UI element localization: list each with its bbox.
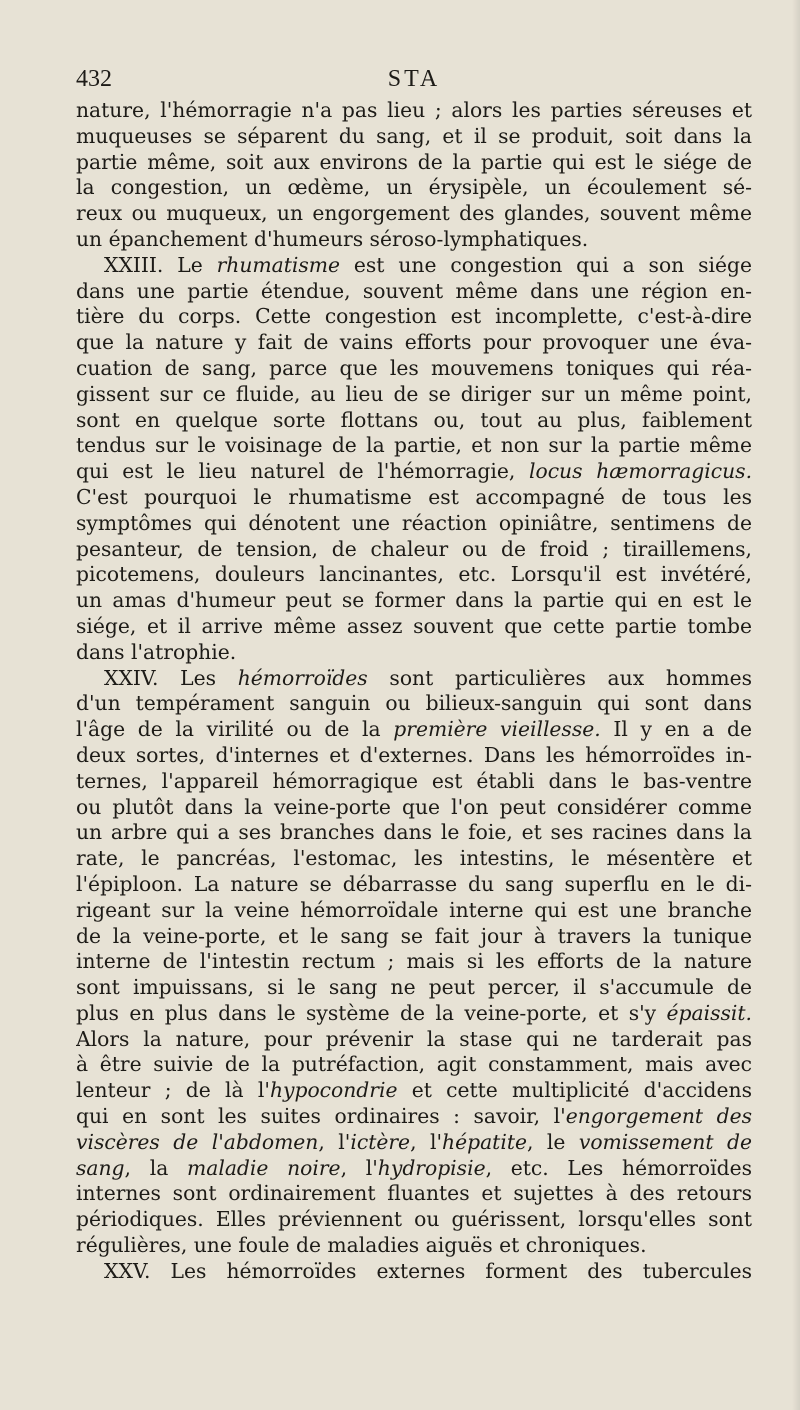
text-run: , l' [340,1155,378,1180]
section-letters: STA [387,66,441,92]
text-line: rigeant sur la veine hémorroïdale interne qui est une branche [76,897,752,922]
text-line: dans une partie étendue, souvent même dans une région en- [76,278,752,303]
text-line: à être suivie de la putréfaction, agit constamment, mais avec [76,1052,752,1077]
italic-term: hépatite [442,1129,527,1154]
text-line: cuation de sang, parce que les mouvemens toniques qui réa- [76,355,752,380]
text-line: nature, l'hémorragie n'a pas lieu ; alors les parties séreuses et [76,98,752,122]
text-line: périodiques. Elles préviennent ou guérissent, lorsqu'elles sont [76,1207,752,1232]
italic-term: épaissit. [666,1000,752,1025]
text-run: , etc. Les hémorroïdes [485,1155,752,1180]
text-run: qui en sont les suites ordinaires : savoir, l' [76,1104,566,1129]
text-line: la congestion, un œdème, un érysipèle, un écoulement sé- [76,175,752,200]
text-line: siége, et il arrive même assez souvent que cette partie tombe [76,613,752,638]
text-run: est une congestion qui a son siége [340,252,752,277]
text-line: un amas d'humeur peut se former dans la partie qui en est le [76,588,752,613]
text-line: un arbre qui a ses branches dans le foie, et ses racines dans la [76,820,752,845]
italic-term: hydropisie [377,1155,486,1180]
body-text [76,98,752,1285]
text-line: ternes, l'appareil hémorragique est établi dans le bas-ventre [76,768,752,793]
text-line: sont en quelque sorte flottans ou, tout au plus, faiblement [76,407,752,432]
text-run: Il y en a de [600,717,752,742]
text-run: , l' [410,1129,443,1154]
running-head [76,66,752,96]
text-run: et cette multiplicité d'accidens [397,1078,752,1103]
text-line: reux ou muqueux, un engorgement des glandes, souvent même [76,201,752,226]
text-run: sont particulières aux hommes [367,665,752,690]
italic-term: vomissement de [578,1129,752,1154]
text-line: C'est pourquoi le rhumatisme est accompagné de tous les [76,484,752,509]
text-line: deux sortes, d'internes et d'externes. Dans les hémorroïdes in- [76,742,752,767]
paragraph-xxv-start: XXV. Les hémorroïdes externes forment des tubercules [104,1258,752,1283]
page-number: 432 [76,66,112,92]
text-line [76,459,752,485]
text-run: , le [526,1129,579,1154]
italic-term: hémorroïdes [237,665,368,690]
text-line: sont impuissans, si le sang ne peut percer, il s'accumule de [76,975,752,1000]
text-line: ou plutôt dans la veine-porte que l'on peut considérer comme [76,794,752,819]
text-line [76,1130,752,1156]
text-run: plus en plus dans le système de la veine-porte, et s'y [76,1000,667,1025]
italic-term: ictère [350,1129,411,1154]
page-edge-shadow [792,0,800,1410]
text-line: tendus sur le voisinage de la partie, et non sur la partie même [76,433,752,458]
text-line: d'un tempérament sanguin ou bilieux-sanguin qui sont dans [76,691,752,716]
text-line [76,717,752,743]
paragraph-xxiv-start [76,666,752,692]
italic-term: hypocondrie [269,1078,398,1103]
text-line: Alors la nature, pour prévenir la stase qui ne tarderait pas [76,1026,752,1051]
text-line: internes sont ordinairement fluantes et sujettes à des retours [76,1181,752,1206]
paragraph-xxiii-start [76,253,752,279]
italic-term: première vieillesse. [393,717,601,742]
text-run: qui est le lieu naturel de l'hémorragie, [76,459,529,484]
text-line: un épanchement d'humeurs séroso-lymphatiques. [76,226,589,251]
text-line: pesanteur, de tension, de chaleur ou de froid ; tiraillemens, [76,536,752,561]
text-line: de la veine-porte, et le sang se fait jour à travers la tunique [76,923,752,948]
text-run: , la [124,1155,188,1180]
text-line: gissent sur ce fluide, au lieu de se diriger sur un même point, [76,381,752,406]
text-line: partie même, soit aux environs de la partie qui est le siége de [76,149,752,174]
text-line: muqueuses se séparent du sang, et il se produit, soit dans la [76,123,752,148]
text-line [76,1001,752,1027]
italic-term: locus hæmorragicus. [529,459,752,484]
text-line: dans l'atrophie. [76,639,237,664]
italic-term: maladie noire [187,1155,341,1180]
text-line: régulières, une foule de maladies aiguës et chroniques. [76,1233,647,1258]
text-run: l'âge de la virilité ou de la [76,717,394,742]
italic-term: viscères de l'abdomen [76,1129,319,1154]
text-line: que la nature y fait de vains efforts pour provoquer une éva- [76,330,752,355]
text-run: XXIV. Les [104,665,238,690]
text-run: XXIII. Le [104,252,217,277]
text-line: l'épiploon. La nature se débarrasse du sang superflu en le di- [76,871,752,896]
text-line [76,1104,752,1130]
text-line: symptômes qui dénotent une réaction opiniâtre, sentimens de [76,510,752,535]
text-line: rate, le pancréas, l'estomac, les intestins, le mésentère et [76,846,752,871]
text-line [76,1156,752,1182]
text-line: interne de l'intestin rectum ; mais si les efforts de la nature [76,949,752,974]
italic-term: sang [76,1155,125,1180]
text-run: , l' [318,1129,351,1154]
text-line [76,1078,752,1104]
italic-term: rhumatisme [216,252,341,277]
italic-term: engorgement des [565,1104,752,1129]
text-line: picotemens, douleurs lancinantes, etc. Lorsqu'il est invétéré, [76,562,752,587]
text-run: lenteur ; de là l' [76,1078,270,1103]
text-line: tière du corps. Cette congestion est incomplette, c'est-à-dire [76,304,752,329]
